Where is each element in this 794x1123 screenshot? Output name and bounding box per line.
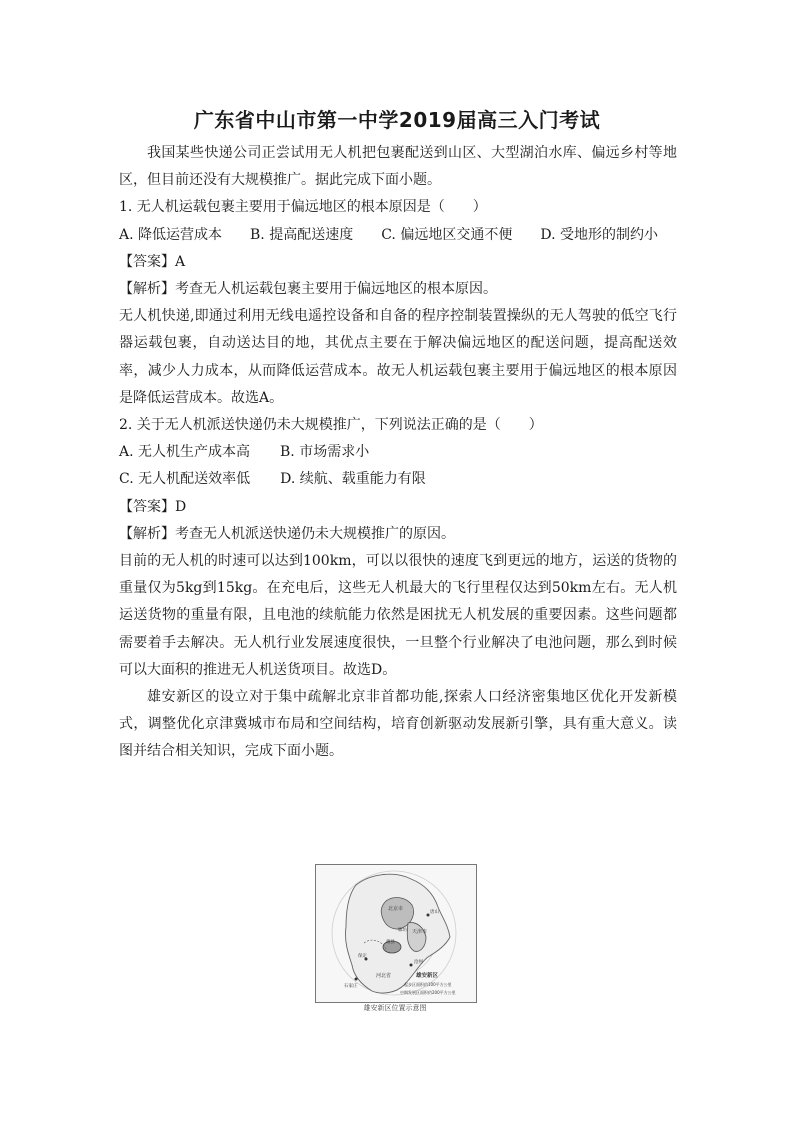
figure-caption: 雄安新区位置示意图 xyxy=(363,1004,427,1012)
intro-paragraph-1: 我国某些快递公司正尝试用无人机把包裹配送到山区、大型湖泊水库、偏远乡村等地区，但目前还没有大规模推广。据此完成下面小题。 xyxy=(119,145,677,189)
question-2-stem: 2. 关于无人机派送快递仍未大规模推广，下列说法正确的是（ ） xyxy=(119,417,543,434)
q2-option-b: B. 市场需求小 xyxy=(280,444,370,461)
q2-option-c: C. 无人机配送效率低 xyxy=(119,471,251,488)
label-cangzhou: 沧州 xyxy=(414,960,423,965)
q2-option-d: D. 续航、载重能力有限 xyxy=(280,471,426,488)
label-baoding: 保定 xyxy=(358,954,367,959)
label-xiongan-area: 雄县 xyxy=(386,940,395,945)
question-1-analysis-body: 无人机快递,即通过利用无线电遥控设备和自备的程序控制装置操纵的无人驾驶的低空飞行器运载包裹，自动送达目的地，其优点主要在于解决偏远地区的配送问题，提高配送效率，减少人力成本，从而降低运营成本。故无人机运载包裹主要用于偏远地区的根本原因是降低运营成本。故选A。 xyxy=(119,308,677,406)
q1-option-d: D. 受地形的制约小 xyxy=(540,226,658,243)
shijiazhuang-dot xyxy=(355,978,358,981)
question-2-analysis-head: 【解析】考查无人机派送快递仍未大规模推广的原因。 xyxy=(119,525,455,542)
question-2-options-row-2 xyxy=(119,466,677,493)
question-2-answer: 【答案】D xyxy=(119,498,187,515)
question-1-stem: 1. 无人机运载包裹主要用于偏远地区的根本原因是（ ） xyxy=(119,199,487,216)
question-1-answer: 【答案】A xyxy=(119,253,186,270)
page-title: 广东省中山市第一中学2019届高三入门考试 xyxy=(193,108,601,132)
question-2-analysis-body: 目前的无人机的时速可以达到100km，可以以很快的速度飞到更远的地方，运送的货物的重量仅为5kg到15kg。在充电后，这些无人机最大的飞行里程仅达到50km左右。无人机运送货物的重量有限，且电池的续航能力依然是困扰无人机发展的重要因素。这些问题都需要着手去解决。无人机行业发展速度很快，一旦整个行业解决了电池问题，那么到时候可以大面积的推进无人机送货项目。故选D。 xyxy=(119,553,677,678)
legend-line-1: 起步区面积约100平方公里 xyxy=(404,982,452,987)
xiongan-map-figure xyxy=(315,864,477,1003)
question-2-options-row-1 xyxy=(119,439,677,466)
q1-option-a: A. 降低运营成本 xyxy=(119,226,223,243)
label-beijing: 北京市 xyxy=(388,906,404,912)
question-1-analysis-head: 【解析】考查无人机运载包裹主要用于偏远地区的根本原因。 xyxy=(119,281,497,298)
legend-title: 雄安新区 xyxy=(416,973,439,979)
label-tianjin: 天津市 xyxy=(412,929,428,935)
question-1-options xyxy=(119,222,677,249)
cangzhou-dot xyxy=(410,964,413,967)
q2-option-a: A. 无人机生产成本高 xyxy=(119,444,251,461)
label-shijiazhuang: 石家庄 xyxy=(344,984,358,989)
q1-option-b: B. 提高配送速度 xyxy=(250,226,354,243)
label-langfang: 廊坊 xyxy=(398,928,407,933)
xiongan-map xyxy=(316,865,476,1002)
document-body xyxy=(119,140,677,766)
label-tangshan: 唐山 xyxy=(430,910,439,915)
q1-option-c: C. 偏远地区交通不便 xyxy=(381,226,513,243)
label-hebei: 河北省 xyxy=(376,973,392,979)
legend-line-2: 中期发展区面积约200平方公里 xyxy=(400,990,456,995)
intro-paragraph-2: 雄安新区的设立对于集中疏解北京非首都功能,探索人口经济密集地区优化开发新模式，调整优化京津冀城市布局和空间结构，培育创新驱动发展新引擎，具有重大意义。读图并结合相关知识，完成下面小题。 xyxy=(119,689,677,760)
